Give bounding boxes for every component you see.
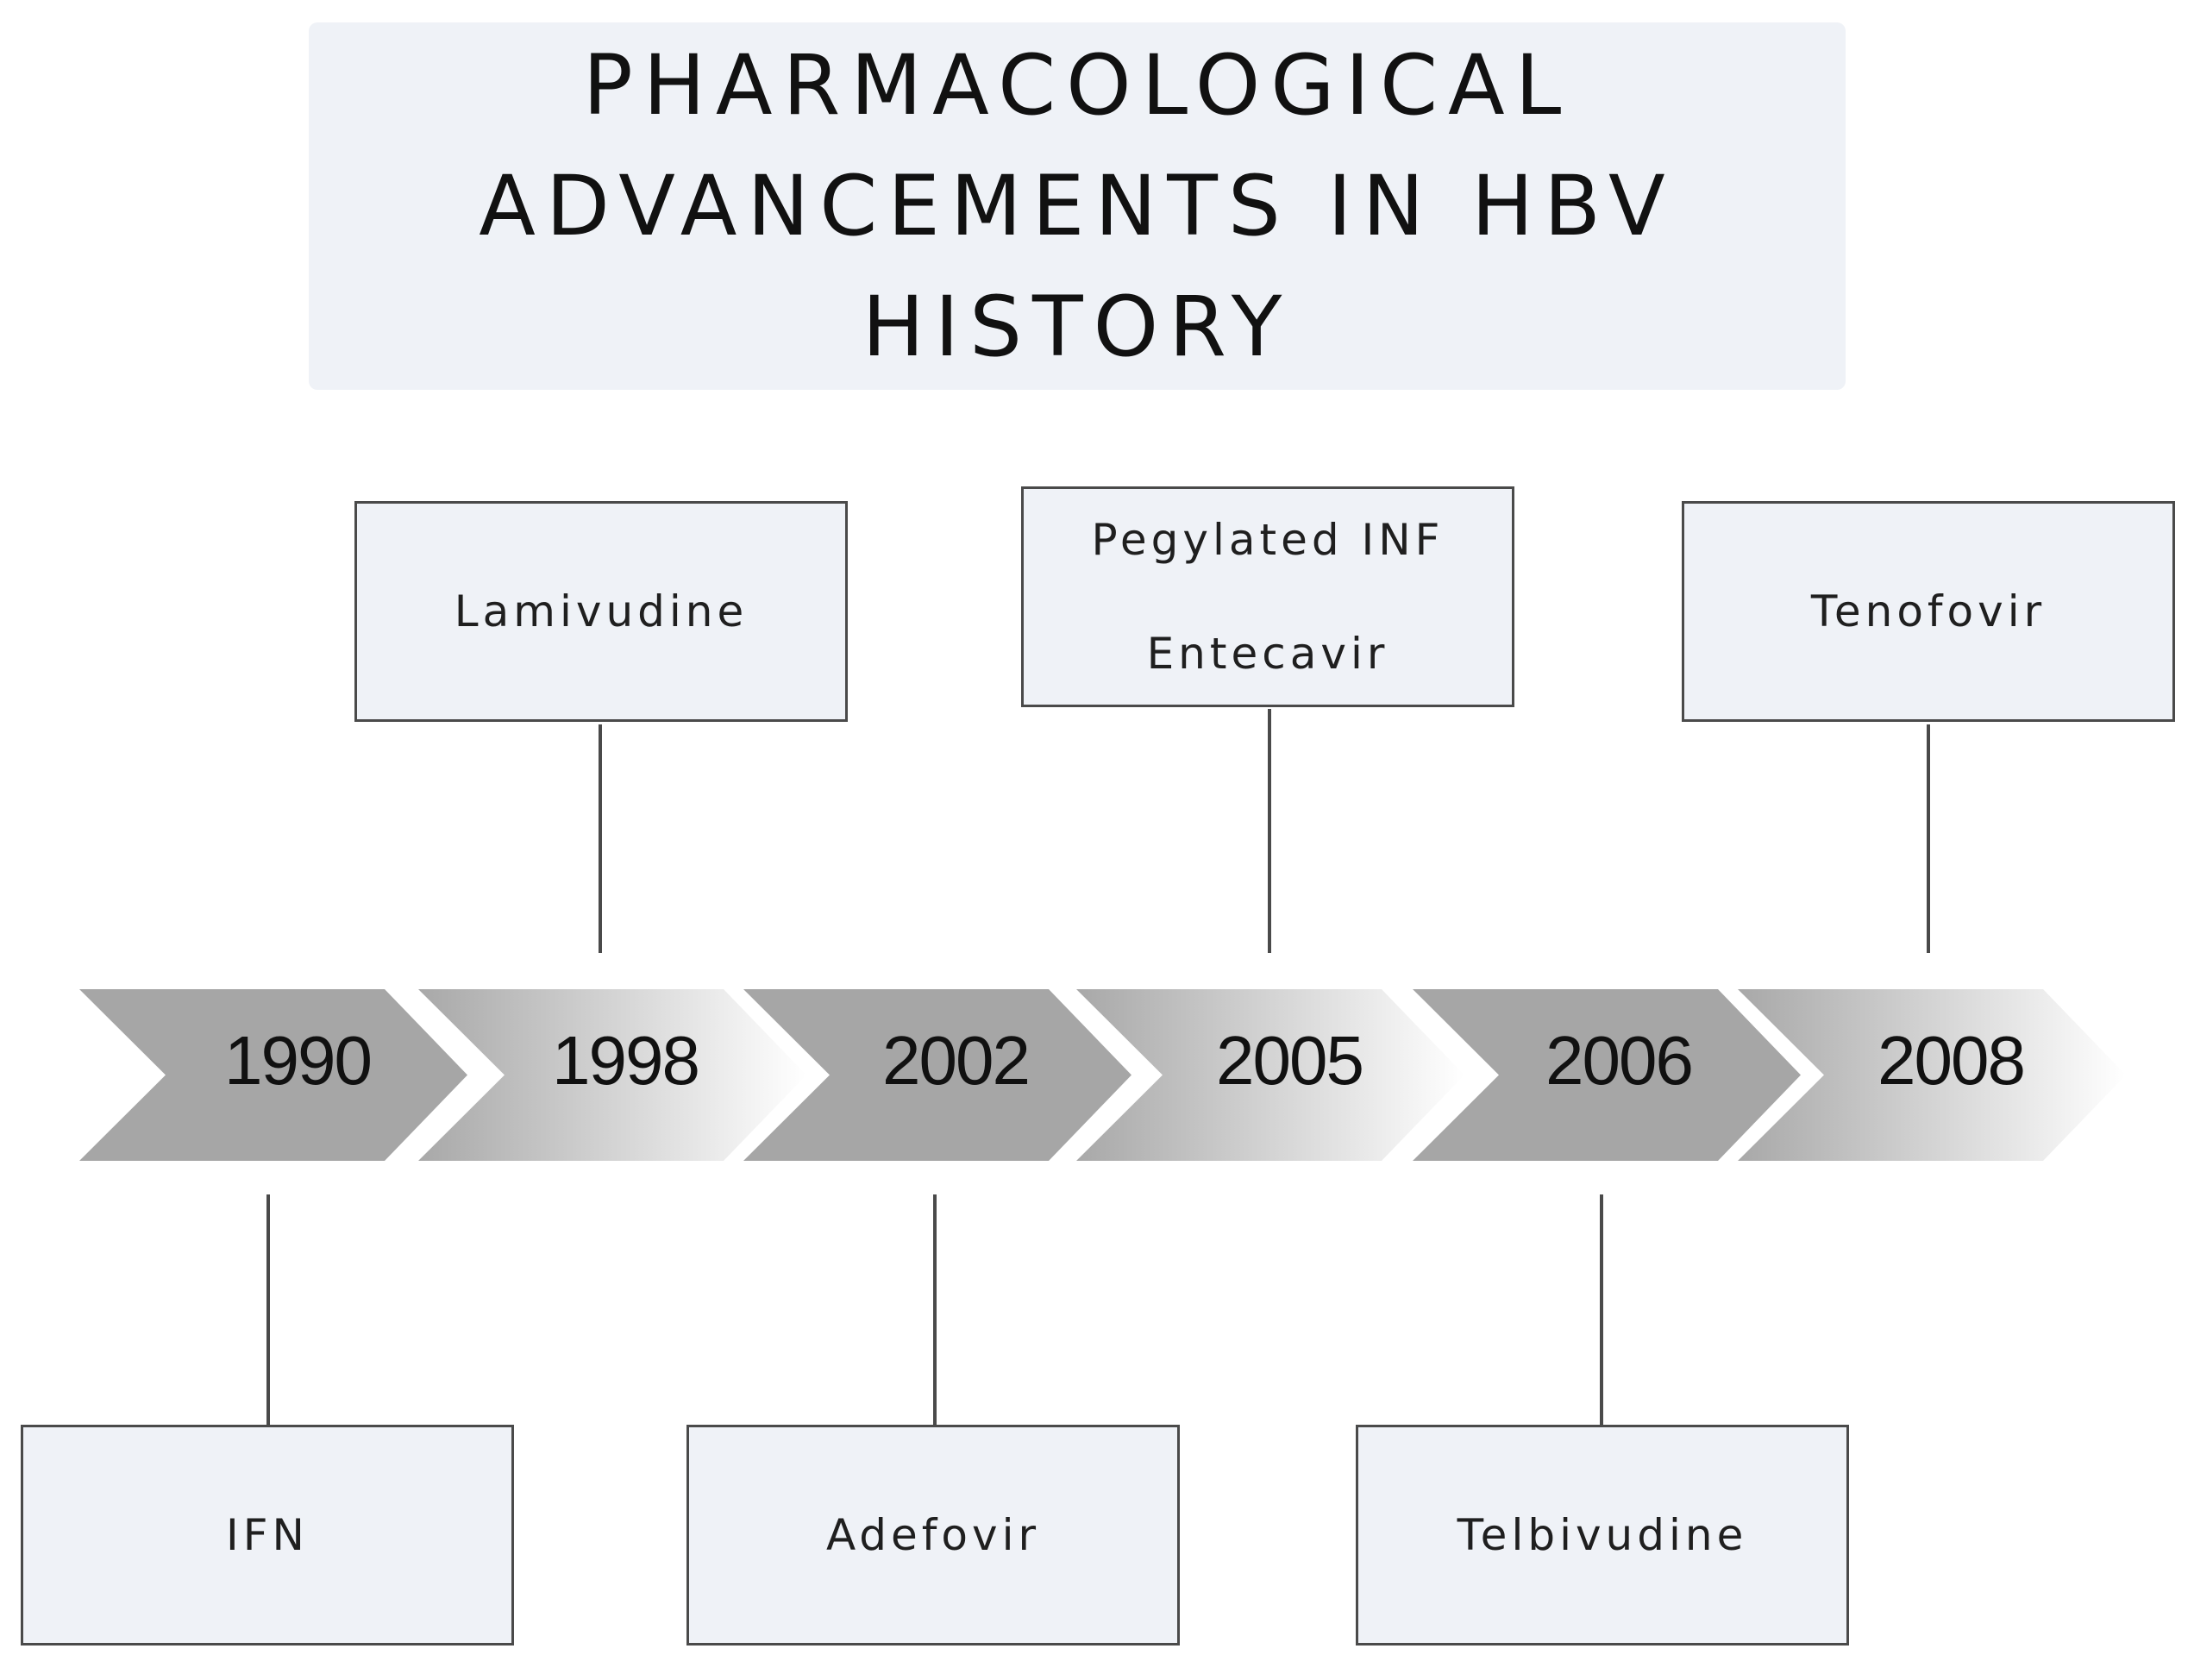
year-label-2008: 2008 — [1877, 1022, 2024, 1099]
year-label-1998: 1998 — [552, 1022, 699, 1099]
year-label-1990: 1990 — [224, 1022, 371, 1099]
drug-box-2005 — [1021, 486, 1514, 707]
connector-line-2002 — [933, 1194, 937, 1425]
drug-label: Tenofovir — [1810, 586, 2047, 636]
drug-label: Pegylated INF — [1091, 515, 1445, 565]
year-label-2005: 2005 — [1216, 1022, 1363, 1099]
year-label-2002: 2002 — [882, 1022, 1029, 1099]
drug-label: Entecavir — [1146, 629, 1389, 679]
connector-line-2005 — [1268, 709, 1271, 953]
drug-box-2006 — [1356, 1425, 1849, 1646]
drug-label: Telbivudine — [1457, 1510, 1748, 1560]
connector-line-1998 — [599, 724, 602, 953]
drug-label: Adefovir — [825, 1510, 1041, 1560]
drug-label: IFN — [226, 1510, 309, 1560]
connector-line-1990 — [266, 1194, 270, 1425]
drug-box-2002 — [686, 1425, 1180, 1646]
year-label-2006: 2006 — [1545, 1022, 1692, 1099]
drug-box-1998 — [354, 501, 848, 722]
diagram-title: PHARMACOLOGICAL ADVANCEMENTS IN HBV HISTORY — [479, 37, 1676, 375]
connector-line-2006 — [1600, 1194, 1603, 1425]
drug-box-2008 — [1682, 501, 2175, 722]
connector-line-2008 — [1927, 724, 1930, 953]
drug-label: Lamivudine — [454, 586, 749, 636]
drug-box-1990 — [21, 1425, 514, 1646]
